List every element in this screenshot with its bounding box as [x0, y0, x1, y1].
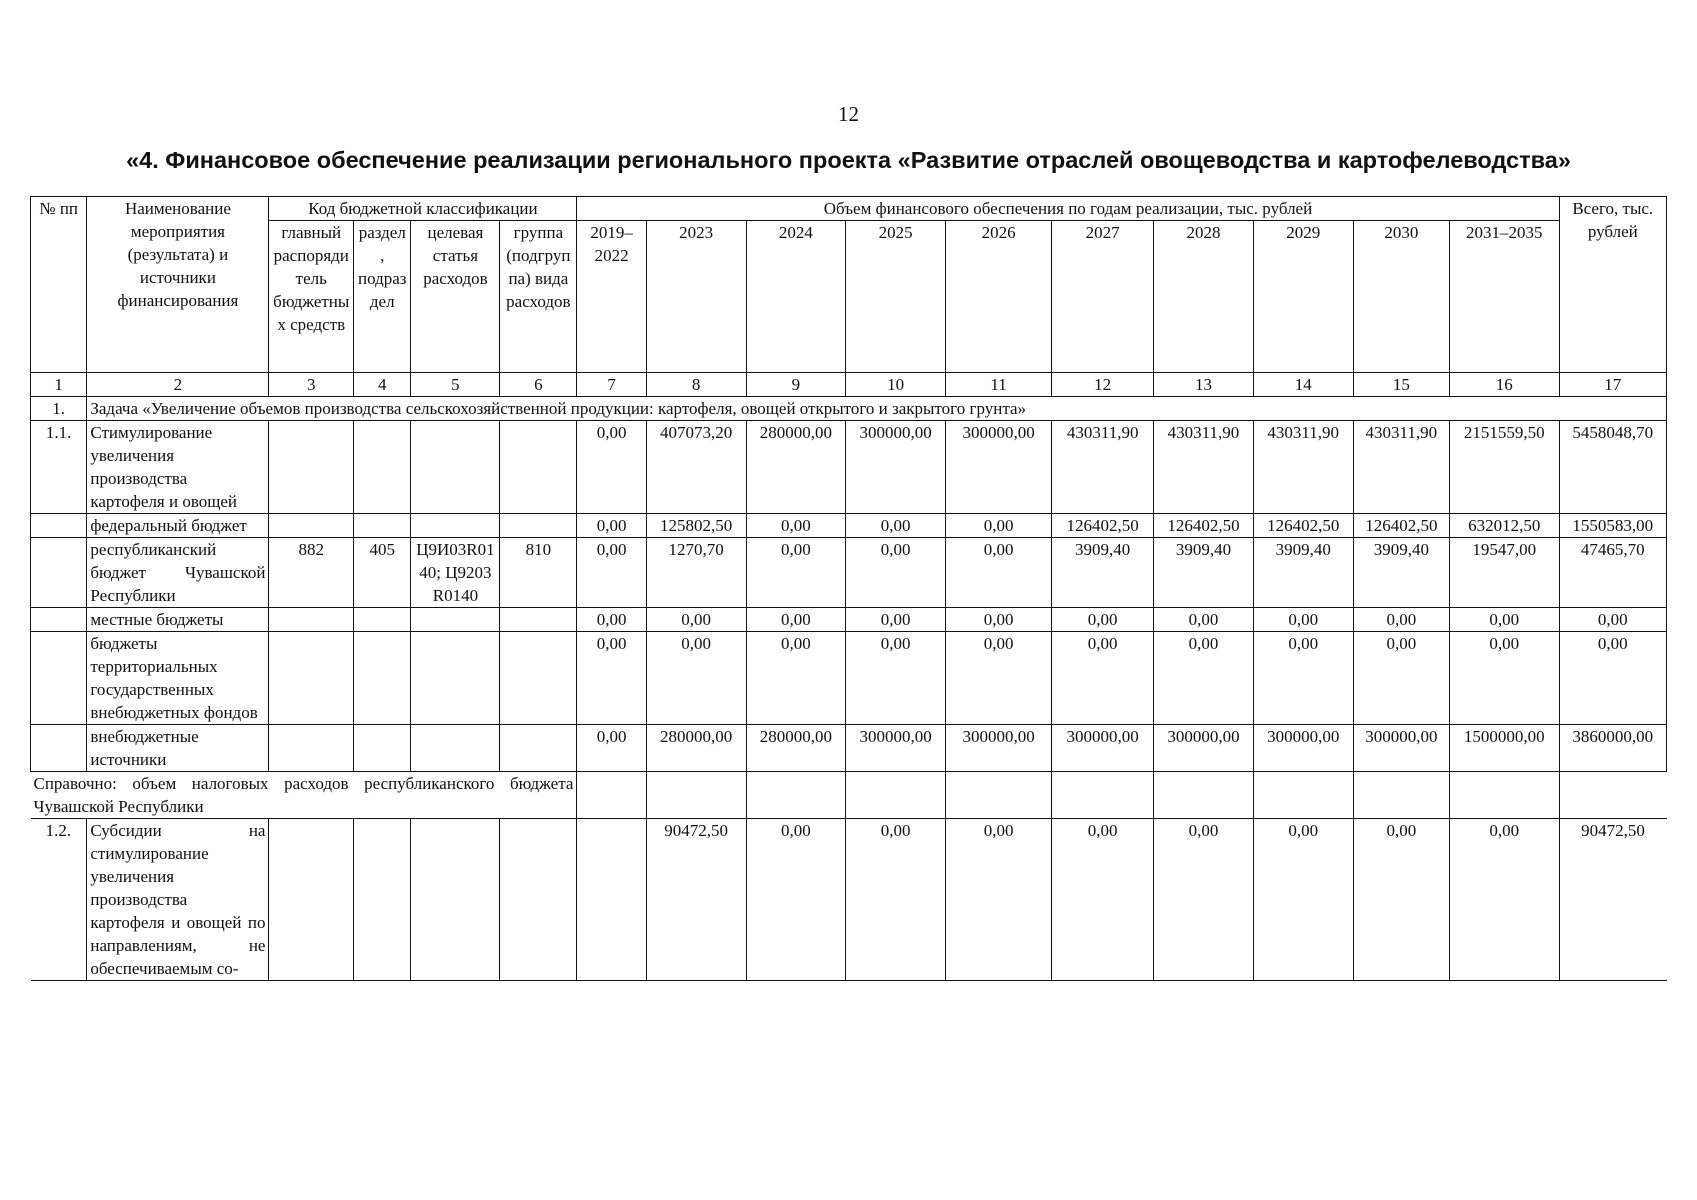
row-name: Стимулирование увеличения производства картофеля и овощей — [87, 421, 269, 514]
row-value: 0,00 — [846, 632, 946, 725]
row-value: 280000,00 — [746, 725, 846, 772]
row-value: 0,00 — [945, 608, 1051, 632]
row-value: 0,00 — [1450, 632, 1559, 725]
row-code — [269, 421, 354, 514]
row-value: 126402,50 — [1253, 514, 1353, 538]
header-row-1 — [31, 197, 1667, 221]
row-total: 0,00 — [1559, 608, 1666, 632]
row-value: 3909,40 — [1154, 538, 1254, 608]
table-row — [31, 421, 1667, 514]
row-value: 0,00 — [746, 538, 846, 608]
row-value: 430311,90 — [1154, 421, 1254, 514]
empty-cell — [1450, 772, 1559, 819]
row-code — [500, 608, 577, 632]
document-title: «4. Финансовое обеспечение реализации регионального проекта «Развитие отраслей овощеводства и картофелеводства» — [126, 147, 1571, 173]
row-value: 0,00 — [846, 819, 946, 981]
column-number: 14 — [1253, 373, 1353, 397]
row-code — [354, 608, 411, 632]
header-code-group: Код бюджетной классификации — [269, 197, 577, 221]
table-row — [31, 725, 1667, 772]
header-code-group-type: группа (подгруппа) вида расходов — [500, 221, 577, 373]
row-value: 0,00 — [1154, 632, 1254, 725]
row-name: федеральный бюджет — [87, 514, 269, 538]
row-num: 1.2. — [31, 819, 87, 981]
row-code — [269, 725, 354, 772]
row-value: 0,00 — [945, 538, 1051, 608]
row-value: 0,00 — [1253, 632, 1353, 725]
row-code — [500, 819, 577, 981]
column-numbers-row — [31, 373, 1667, 397]
column-number: 8 — [646, 373, 746, 397]
row-value: 430311,90 — [1353, 421, 1449, 514]
row-value: 0,00 — [1353, 632, 1449, 725]
row-code — [411, 819, 500, 981]
table-row — [31, 819, 1667, 981]
row-code — [269, 819, 354, 981]
row-code: Ц9И03R0140; Ц9203R0140 — [411, 538, 500, 608]
financing-table — [30, 196, 1667, 981]
header-year: 2019–2022 — [577, 221, 646, 373]
row-code — [269, 608, 354, 632]
row-name: бюджеты территориальных государственных внебюджетных фондов — [87, 632, 269, 725]
row-num — [31, 538, 87, 608]
row-value: 0,00 — [1450, 608, 1559, 632]
row-code — [411, 632, 500, 725]
row-value: 0,00 — [846, 538, 946, 608]
row-value: 125802,50 — [646, 514, 746, 538]
row-value — [577, 819, 646, 981]
empty-cell — [1253, 772, 1353, 819]
row-value: 0,00 — [945, 632, 1051, 725]
header-code-target: целевая статья расходов — [411, 221, 500, 373]
column-number: 5 — [411, 373, 500, 397]
empty-cell — [1052, 772, 1154, 819]
header-total: Всего, тыс. рублей — [1559, 197, 1666, 373]
column-number: 16 — [1450, 373, 1559, 397]
row-value: 0,00 — [846, 608, 946, 632]
column-number: 15 — [1353, 373, 1449, 397]
column-number: 7 — [577, 373, 646, 397]
row-value: 0,00 — [577, 632, 646, 725]
row-name: внебюджетные источники — [87, 725, 269, 772]
row-value: 0,00 — [746, 514, 846, 538]
row-num — [31, 725, 87, 772]
reference-text: Справочно: объем налоговых расходов республиканского бюджета Чувашской Республики — [31, 772, 577, 819]
row-value: 300000,00 — [1253, 725, 1353, 772]
row-value: 2151559,50 — [1450, 421, 1559, 514]
header-year: 2031–2035 — [1450, 221, 1559, 373]
row-num — [31, 514, 87, 538]
row-value: 430311,90 — [1052, 421, 1154, 514]
row-value: 0,00 — [1353, 819, 1449, 981]
table-row — [31, 632, 1667, 725]
header-year: 2024 — [746, 221, 846, 373]
row-value: 280000,00 — [746, 421, 846, 514]
header-year: 2023 — [646, 221, 746, 373]
row-code — [354, 514, 411, 538]
header-code-section: раздел, подраздел — [354, 221, 411, 373]
empty-cell — [577, 772, 646, 819]
header-year: 2025 — [846, 221, 946, 373]
row-code: 810 — [500, 538, 577, 608]
column-number: 12 — [1052, 373, 1154, 397]
row-value: 300000,00 — [846, 421, 946, 514]
row-value: 300000,00 — [846, 725, 946, 772]
row-total: 1550583,00 — [1559, 514, 1666, 538]
row-value: 300000,00 — [1353, 725, 1449, 772]
row-total: 0,00 — [1559, 632, 1666, 725]
row-code — [411, 514, 500, 538]
row-value: 126402,50 — [1353, 514, 1449, 538]
header-volume-group: Объем финансового обеспечения по годам реализации, тыс. рублей — [577, 197, 1559, 221]
empty-cell — [746, 772, 846, 819]
column-number: 6 — [500, 373, 577, 397]
row-code — [354, 421, 411, 514]
row-code — [500, 514, 577, 538]
row-name: Субсидии на стимулирование увеличения производства картофеля и овощей по направлениям, не обеспечиваемым со- — [87, 819, 269, 981]
row-value: 300000,00 — [945, 421, 1051, 514]
row-total: 47465,70 — [1559, 538, 1666, 608]
row-value: 0,00 — [746, 608, 846, 632]
row-value: 0,00 — [1353, 608, 1449, 632]
table-row — [31, 608, 1667, 632]
row-value: 300000,00 — [1052, 725, 1154, 772]
row-name: республиканский бюджет Чувашской Республики — [87, 538, 269, 608]
row-code — [411, 421, 500, 514]
row-value: 1500000,00 — [1450, 725, 1559, 772]
row-value: 1270,70 — [646, 538, 746, 608]
row-code — [411, 608, 500, 632]
column-number: 13 — [1154, 373, 1254, 397]
row-value: 19547,00 — [1450, 538, 1559, 608]
row-code — [500, 725, 577, 772]
column-number: 1 — [31, 373, 87, 397]
header-row-2 — [31, 221, 1667, 373]
row-value: 0,00 — [577, 538, 646, 608]
row-num — [31, 608, 87, 632]
header-year: 2028 — [1154, 221, 1254, 373]
row-value: 3909,40 — [1253, 538, 1353, 608]
row-value: 0,00 — [945, 819, 1051, 981]
row-total: 3860000,00 — [1559, 725, 1666, 772]
row-value: 632012,50 — [1450, 514, 1559, 538]
row-value: 0,00 — [646, 632, 746, 725]
row-num: 1.1. — [31, 421, 87, 514]
row-name: местные бюджеты — [87, 608, 269, 632]
header-year: 2027 — [1052, 221, 1154, 373]
row-value: 0,00 — [746, 632, 846, 725]
row-value: 0,00 — [646, 608, 746, 632]
row-value: 0,00 — [577, 608, 646, 632]
header-num: № пп — [31, 197, 87, 373]
empty-cell — [1154, 772, 1254, 819]
empty-cell — [945, 772, 1051, 819]
row-value: 300000,00 — [1154, 725, 1254, 772]
column-number: 3 — [269, 373, 354, 397]
table-row — [31, 514, 1667, 538]
row-code — [411, 725, 500, 772]
empty-cell — [846, 772, 946, 819]
row-total: 90472,50 — [1559, 819, 1666, 981]
row-code — [354, 725, 411, 772]
task-row — [31, 397, 1667, 421]
row-num — [31, 632, 87, 725]
header-year: 2029 — [1253, 221, 1353, 373]
row-code — [269, 514, 354, 538]
row-value: 0,00 — [846, 514, 946, 538]
row-code — [269, 632, 354, 725]
table-row — [31, 538, 1667, 608]
header-year: 2030 — [1353, 221, 1449, 373]
row-code: 882 — [269, 538, 354, 608]
column-number: 17 — [1559, 373, 1666, 397]
row-value: 0,00 — [577, 421, 646, 514]
column-number: 9 — [746, 373, 846, 397]
row-value: 126402,50 — [1052, 514, 1154, 538]
row-value: 0,00 — [1450, 819, 1559, 981]
row-code — [354, 819, 411, 981]
empty-cell — [646, 772, 746, 819]
row-value: 0,00 — [1154, 608, 1254, 632]
row-code: 405 — [354, 538, 411, 608]
row-value: 0,00 — [577, 725, 646, 772]
empty-cell — [1353, 772, 1449, 819]
row-value: 280000,00 — [646, 725, 746, 772]
row-value: 0,00 — [1154, 819, 1254, 981]
row-total: 5458048,70 — [1559, 421, 1666, 514]
row-value: 0,00 — [577, 514, 646, 538]
row-value: 3909,40 — [1052, 538, 1154, 608]
column-number: 4 — [354, 373, 411, 397]
column-number: 2 — [87, 373, 269, 397]
reference-row — [31, 772, 1667, 819]
task-num: 1. — [31, 397, 87, 421]
row-value: 300000,00 — [945, 725, 1051, 772]
row-value: 430311,90 — [1253, 421, 1353, 514]
task-text: Задача «Увеличение объемов производства сельскохозяйственной продукции: картофеля, овощей открытого и закрытого грунта» — [87, 397, 1667, 421]
page-number: 12 — [838, 102, 859, 126]
row-value: 3909,40 — [1353, 538, 1449, 608]
row-code — [500, 421, 577, 514]
row-value: 407073,20 — [646, 421, 746, 514]
row-value: 126402,50 — [1154, 514, 1254, 538]
row-value: 0,00 — [945, 514, 1051, 538]
row-value: 0,00 — [1052, 819, 1154, 981]
row-value: 0,00 — [1253, 608, 1353, 632]
row-code — [500, 632, 577, 725]
row-value: 0,00 — [1253, 819, 1353, 981]
empty-cell — [1559, 772, 1666, 819]
row-value: 0,00 — [1052, 608, 1154, 632]
row-value: 0,00 — [746, 819, 846, 981]
row-code — [354, 632, 411, 725]
column-number: 10 — [846, 373, 946, 397]
row-value: 90472,50 — [646, 819, 746, 981]
header-name: Наименование мероприятия (результата) и источники финансирования — [87, 197, 269, 373]
header-year: 2026 — [945, 221, 1051, 373]
header-code-grbs: главный распорядитель бюджетных средств — [269, 221, 354, 373]
row-value: 0,00 — [1052, 632, 1154, 725]
column-number: 11 — [945, 373, 1051, 397]
